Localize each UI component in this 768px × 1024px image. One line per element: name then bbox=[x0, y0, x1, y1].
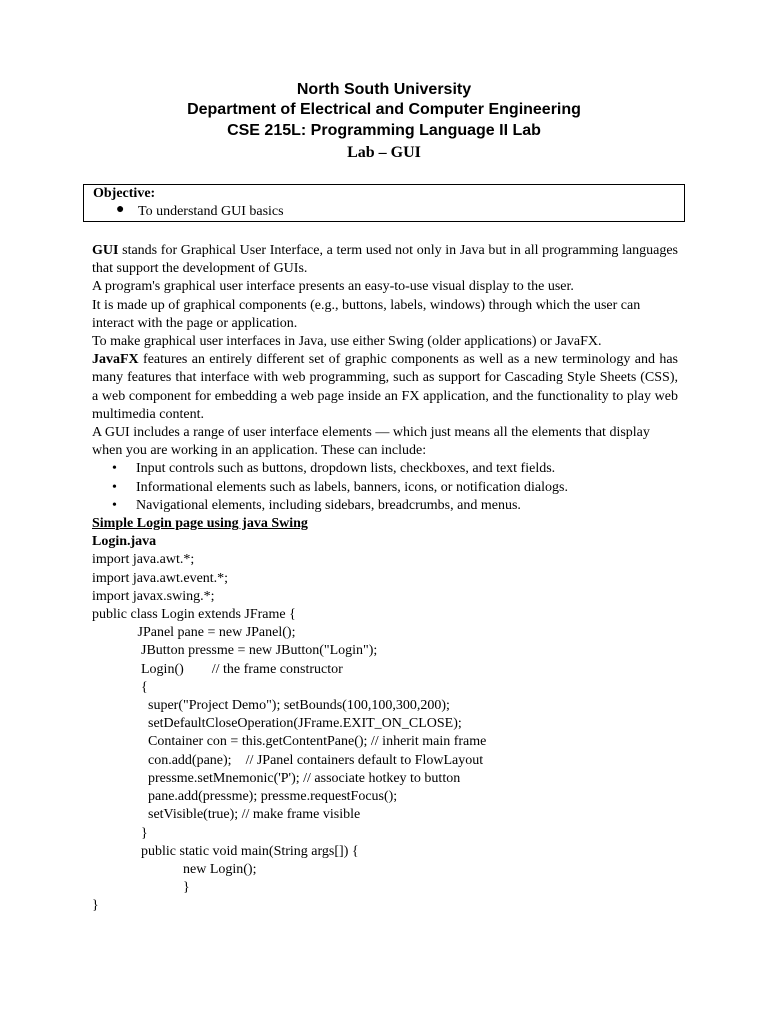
term-javafx: JavaFX bbox=[92, 352, 139, 368]
lab-title: Lab – GUI bbox=[347, 144, 421, 161]
code-listing bbox=[92, 551, 678, 915]
code-line: { bbox=[92, 679, 148, 695]
code-line: pressme.setMnemonic('P'); // associate hotkey to button bbox=[92, 770, 461, 786]
code-line: public class Login extends JFrame { bbox=[92, 607, 296, 623]
term-gui: GUI bbox=[92, 243, 119, 258]
paragraph-javafx-text: features an entirely different set of graphic components as well as a new terminology and has many features that interface with web programming, such as support for Cascading Style Sheets (CSS), a web component for embedding a web page inside an FX application, and the functionality to play web multimedia content. bbox=[92, 352, 678, 422]
body-text bbox=[92, 242, 678, 916]
bullet-icon: • bbox=[112, 461, 117, 477]
paragraph-javafx bbox=[92, 351, 678, 424]
objective-box bbox=[83, 184, 685, 222]
code-line: pane.add(pressme); pressme.requestFocus(); bbox=[92, 789, 398, 805]
objective-title: Objective: bbox=[93, 186, 156, 201]
code-line: } bbox=[92, 825, 148, 841]
code-line: public static void main(String args[]) { bbox=[92, 843, 359, 859]
bullet-icon: ● bbox=[116, 202, 125, 217]
code-line: } bbox=[92, 898, 99, 914]
bullet-icon: • bbox=[112, 479, 117, 495]
department-title: Department of Electrical and Computer Engineering bbox=[187, 101, 581, 118]
list-item: • Input controls such as buttons, dropdown lists, checkboxes, and text fields. bbox=[92, 460, 678, 478]
code-line: JButton pressme = new JButton("Login"); bbox=[92, 643, 378, 659]
code-line: import java.awt.event.*; bbox=[92, 570, 229, 586]
code-line: super("Project Demo"); setBounds(100,100,300,200); bbox=[92, 698, 450, 714]
code-line: con.add(pane); // JPanel containers default to FlowLayout bbox=[92, 752, 484, 768]
code-line: setVisible(true); // make frame visible bbox=[92, 807, 361, 823]
list-item: • Navigational elements, including sidebars, breadcrumbs, and menus. bbox=[92, 497, 678, 515]
bullet-icon: • bbox=[112, 497, 117, 513]
paragraph-swing: To make graphical user interfaces in Java, use either Swing (older applications) or JavaFX. bbox=[92, 334, 602, 350]
university-title: North South University bbox=[296, 81, 472, 98]
paragraph-components: It is made up of graphical components (e.g., buttons, labels, windows) through which the user can interact with the page or application. bbox=[92, 297, 641, 331]
code-line: } bbox=[92, 880, 190, 896]
code-line: import java.awt.*; bbox=[92, 552, 195, 568]
paragraph-gui bbox=[92, 242, 678, 278]
list-item: • Informational elements such as labels, banners, icons, or notification dialogs. bbox=[92, 479, 678, 497]
file-name: Login.java bbox=[92, 534, 157, 550]
code-line: Login() // the frame constructor bbox=[92, 661, 343, 677]
course-title: CSE 215L: Programming Language II Lab bbox=[227, 122, 541, 139]
element-list bbox=[92, 460, 678, 515]
code-line: setDefaultCloseOperation(JFrame.EXIT_ON_CLOSE); bbox=[92, 716, 462, 732]
code-line: Container con = this.getContentPane(); // inherit main frame bbox=[92, 734, 487, 750]
objective-item: To understand GUI basics bbox=[138, 204, 284, 219]
section-title: Simple Login page using java Swing bbox=[92, 516, 308, 532]
code-line: JPanel pane = new JPanel(); bbox=[92, 625, 296, 641]
paragraph-elements: A GUI includes a range of user interface elements — which just means all the elements that display when you are working in an application. These can include: bbox=[92, 425, 650, 459]
paragraph-gui-text: stands for Graphical User Interface, a term used not only in Java but in all programming languages that support the development of GUIs. bbox=[92, 243, 678, 277]
code-line: import javax.swing.*; bbox=[92, 588, 215, 604]
paragraph-display: A program's graphical user interface presents an easy-to-use visual display to the user. bbox=[92, 279, 574, 295]
code-line: new Login(); bbox=[92, 861, 257, 877]
